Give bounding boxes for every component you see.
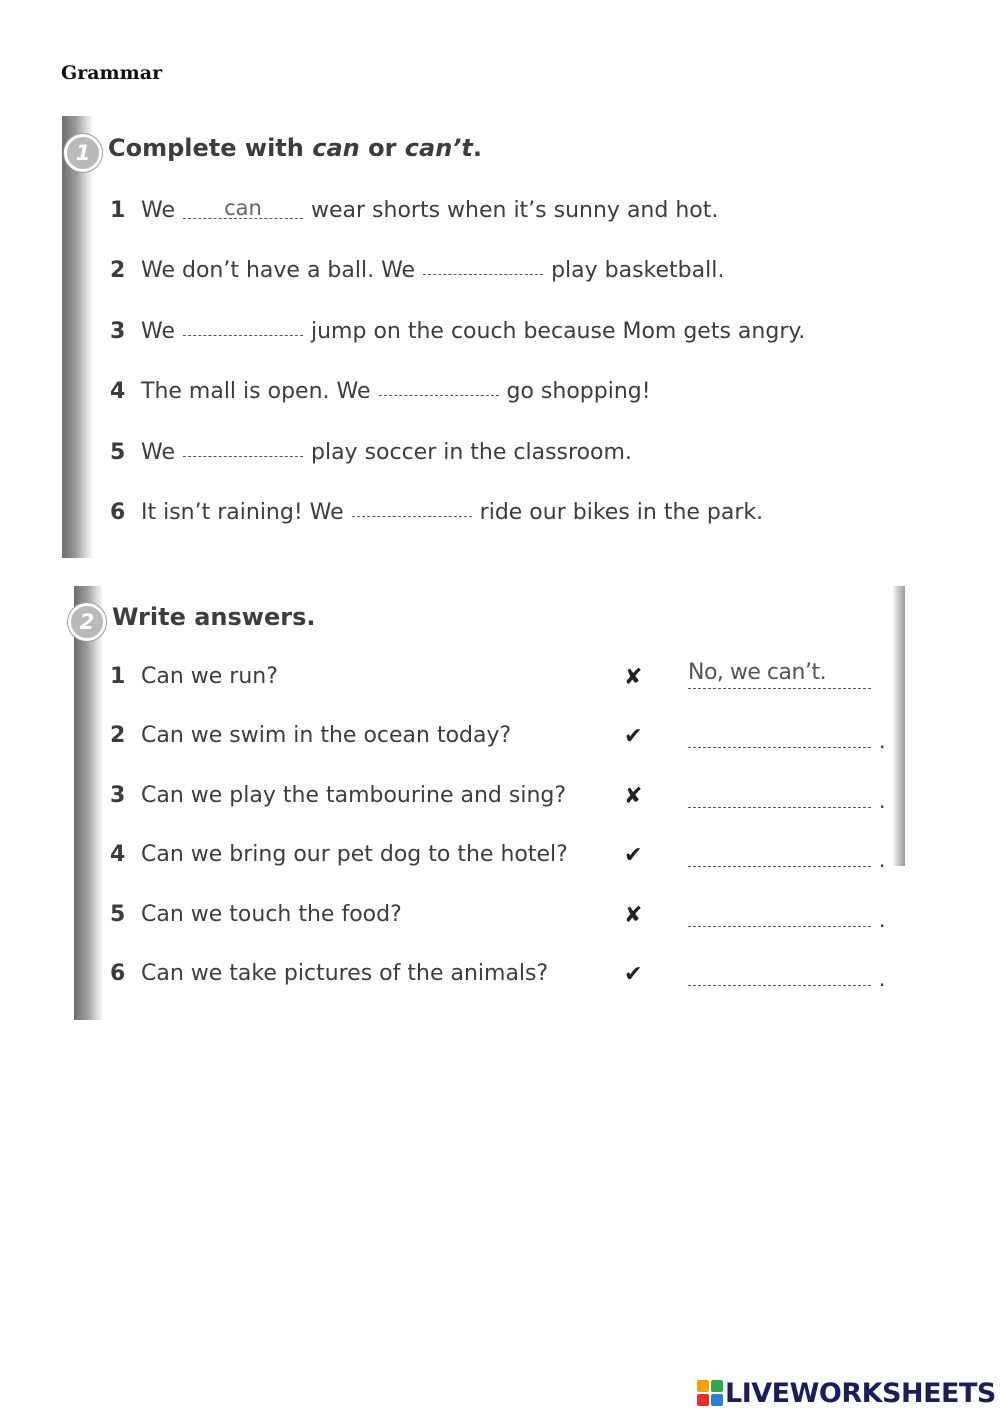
title-suffix: . (472, 134, 483, 162)
page-heading: Grammar (61, 62, 163, 84)
item-text-after: wear shorts when it’s sunny and hot. (311, 198, 719, 223)
item-number: 6 (110, 500, 126, 525)
answer-line[interactable] (688, 807, 871, 808)
item-number: 1 (110, 198, 126, 223)
item-number: 5 (110, 902, 126, 927)
item-number: 4 (110, 842, 126, 867)
section-2-title: Write answers. (112, 603, 316, 631)
item-text-before: It isn’t raining! We (141, 500, 344, 525)
check-mark-icon: ✔ (624, 724, 643, 749)
item-text-after: go shopping! (506, 379, 651, 404)
item-text-after: jump on the couch because Mom gets angry. (311, 319, 806, 344)
answer-line[interactable] (688, 926, 871, 927)
title-can: can (312, 134, 360, 162)
section-1-bar (62, 116, 92, 558)
answer-period: . (879, 967, 886, 991)
item-number: 3 (110, 783, 126, 808)
section-1-number-badge: 1 (64, 134, 102, 172)
answer-period: . (879, 848, 886, 872)
title-cant: can’t (404, 134, 473, 162)
item-text-before: We (141, 198, 175, 223)
logo-square-4 (711, 1394, 723, 1406)
question-text: Can we take pictures of the animals? (141, 961, 549, 986)
answer-blank[interactable] (379, 394, 499, 396)
item-text-before: We don’t have a ball. We (141, 258, 416, 283)
item-number: 2 (110, 723, 126, 748)
exercise-1-item-5 (110, 440, 632, 465)
exercise-1-item-1 (110, 198, 718, 223)
answer-period: . (879, 908, 886, 932)
answer-blank[interactable] (352, 515, 472, 517)
exercise-2-item-2 (110, 723, 511, 748)
exercise-2-item-3 (110, 783, 566, 808)
item-number: 4 (110, 379, 126, 404)
item-number: 1 (110, 664, 126, 689)
item-number: 3 (110, 319, 126, 344)
item-number: 2 (110, 258, 126, 283)
section-2-bar (74, 586, 102, 1020)
question-text: Can we touch the food? (141, 902, 402, 927)
item-number: 5 (110, 440, 126, 465)
item-text-before: The mall is open. We (141, 379, 371, 404)
answer-line[interactable] (688, 688, 871, 689)
liveworksheets-logo (697, 1376, 996, 1410)
logo-icon (697, 1380, 723, 1406)
logo-text: LIVEWORKSHEETS (725, 1377, 996, 1409)
item-number: 6 (110, 961, 126, 986)
item-text-after: play soccer in the classroom. (311, 440, 632, 465)
answer-blank[interactable] (183, 334, 303, 336)
title-or: or (359, 134, 405, 162)
item-text-before: We (141, 440, 175, 465)
logo-square-1 (697, 1380, 709, 1392)
check-mark-icon: ✔ (624, 843, 643, 868)
cross-mark-icon: ✘ (624, 903, 643, 928)
cross-mark-icon: ✘ (624, 665, 643, 690)
item-text-after: ride our bikes in the park. (479, 500, 764, 525)
answer-blank[interactable] (183, 455, 303, 457)
exercise-1-item-3 (110, 319, 805, 344)
answer-line[interactable] (688, 747, 871, 748)
section-1-title (108, 134, 482, 162)
title-prefix: Complete with (108, 134, 313, 162)
question-text: Can we swim in the ocean today? (141, 723, 512, 748)
answer-line[interactable] (688, 985, 871, 986)
section-2-right-bar (893, 586, 905, 866)
answer-filled[interactable]: No, we can’t. (688, 660, 827, 685)
exercise-2-item-1 (110, 664, 278, 689)
logo-square-2 (711, 1380, 723, 1392)
section-2-number-badge: 2 (68, 603, 106, 641)
question-text: Can we play the tambourine and sing? (141, 783, 567, 808)
exercise-1-item-6 (110, 500, 763, 525)
exercise-2-item-4 (110, 842, 568, 867)
answer-line[interactable] (688, 866, 871, 867)
exercise-1-item-4 (110, 379, 651, 404)
item-text-before: We (141, 319, 175, 344)
item-text-after: play basketball. (551, 258, 725, 283)
logo-square-3 (697, 1394, 709, 1406)
check-mark-icon: ✔ (624, 962, 643, 987)
exercise-2-item-5 (110, 902, 402, 927)
exercise-2-item-6 (110, 961, 548, 986)
cross-mark-icon: ✘ (624, 784, 643, 809)
question-text: Can we run? (141, 664, 278, 689)
answer-period: . (879, 789, 886, 813)
question-text: Can we bring our pet dog to the hotel? (141, 842, 568, 867)
answer-blank-filled[interactable]: can (183, 198, 303, 219)
answer-blank[interactable] (423, 273, 543, 275)
answer-period: . (879, 729, 886, 753)
exercise-1-item-2 (110, 258, 724, 283)
